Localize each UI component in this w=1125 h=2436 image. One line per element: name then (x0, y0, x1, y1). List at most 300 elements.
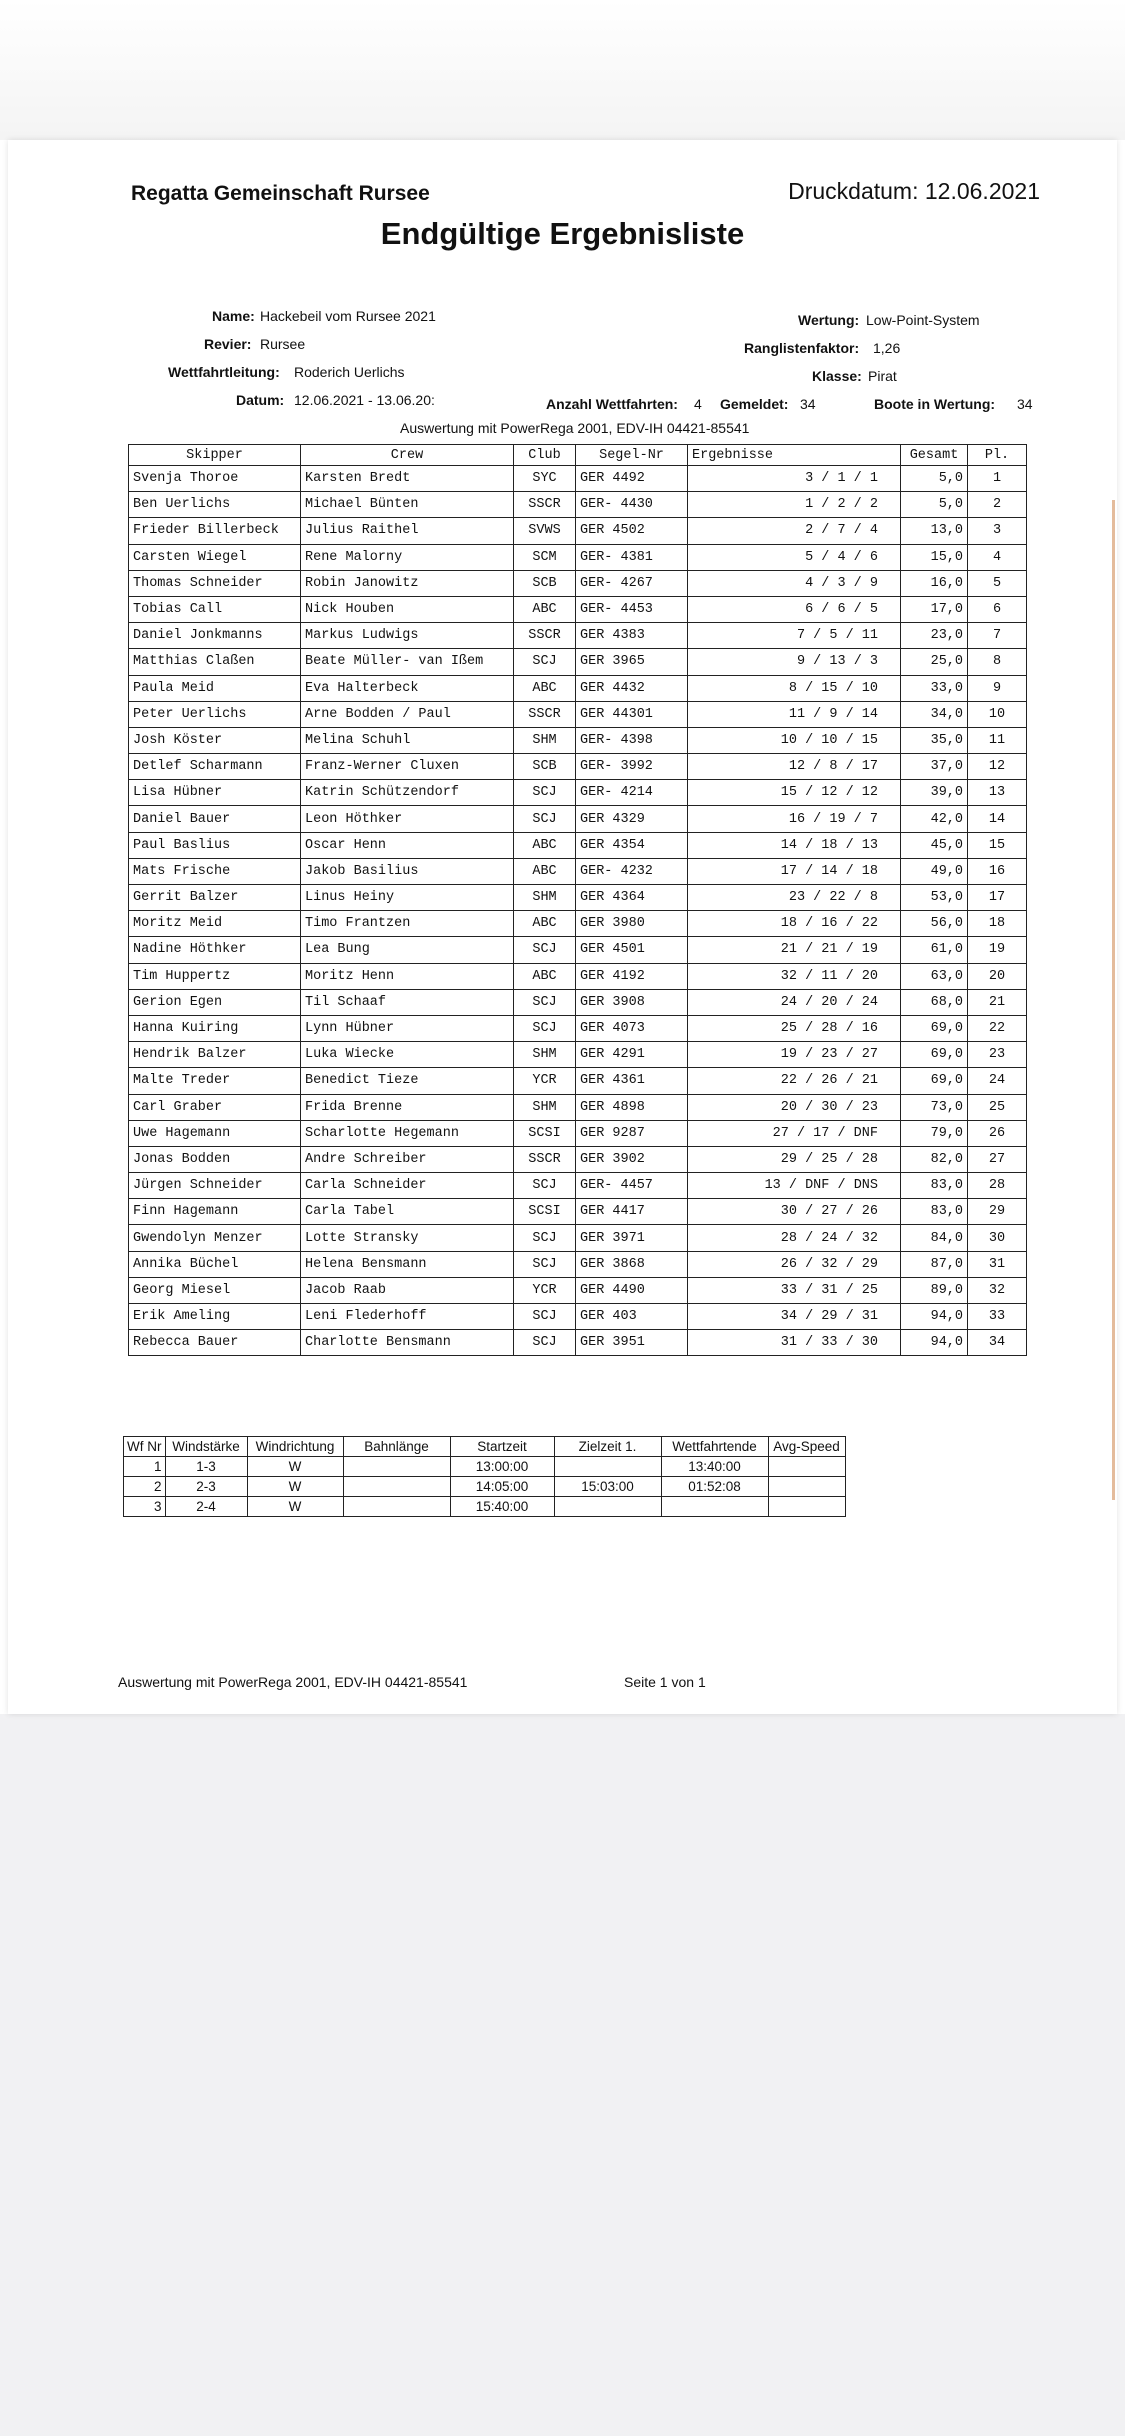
table-row (129, 1304, 1027, 1330)
club-cell: SCJ (514, 1304, 576, 1330)
ergebnisse-cell: 29 / 25 / 28 (688, 1146, 901, 1172)
segel-nr-cell: GER- 4398 (576, 727, 688, 753)
platz-cell: 20 (968, 963, 1027, 989)
ergebnisse-cell: 5 / 4 / 6 (688, 544, 901, 570)
platz-cell: 18 (968, 911, 1027, 937)
table-row (129, 989, 1027, 1015)
col-wf-nr: Wf Nr (124, 1437, 166, 1457)
ergebnisse-cell: 25 / 28 / 16 (688, 1015, 901, 1041)
bahnlaenge-cell (343, 1457, 450, 1477)
platz-cell: 33 (968, 1304, 1027, 1330)
platz-cell: 21 (968, 989, 1027, 1015)
klasse-label: Klasse: (812, 368, 862, 384)
col-crew: Crew (301, 445, 514, 466)
ergebnisse-cell: 18 / 16 / 22 (688, 911, 901, 937)
skipper-cell: Josh Köster (129, 727, 301, 753)
crew-cell: Moritz Henn (301, 963, 514, 989)
club-cell: SCJ (514, 1251, 576, 1277)
ergebnisse-cell: 10 / 10 / 15 (688, 727, 901, 753)
document-page (8, 140, 1117, 1714)
skipper-cell: Malte Treder (129, 1068, 301, 1094)
anzahl-value: 4 (694, 396, 702, 412)
ergebnisse-cell: 27 / 17 / DNF (688, 1120, 901, 1146)
skipper-cell: Matthias Claßen (129, 649, 301, 675)
skipper-cell: Paul Baslius (129, 832, 301, 858)
gemeldet-label: Gemeldet: (720, 396, 789, 412)
windstaerke-cell: 2-3 (165, 1477, 247, 1497)
skipper-cell: Jonas Bodden (129, 1146, 301, 1172)
ergebnisse-cell: 16 / 19 / 7 (688, 806, 901, 832)
segel-nr-cell: GER 3971 (576, 1225, 688, 1251)
table-row (129, 1225, 1027, 1251)
skipper-cell: Thomas Schneider (129, 570, 301, 596)
skipper-cell: Finn Hagemann (129, 1199, 301, 1225)
windrichtung-cell: W (247, 1477, 343, 1497)
gesamt-cell: 33,0 (901, 675, 968, 701)
table-row (129, 1173, 1027, 1199)
revier-label: Revier: (204, 336, 252, 352)
table-row (129, 1277, 1027, 1303)
datum-value: 12.06.2021 - 13.06.20: (294, 392, 435, 408)
platz-cell: 15 (968, 832, 1027, 858)
print-date: Druckdatum: 12.06.2021 (788, 178, 1040, 204)
table-row (129, 701, 1027, 727)
skipper-cell: Erik Ameling (129, 1304, 301, 1330)
gesamt-cell: 53,0 (901, 885, 968, 911)
table-row (124, 1497, 846, 1517)
club-cell: SCJ (514, 1330, 576, 1356)
platz-cell: 23 (968, 1042, 1027, 1068)
segel-nr-cell: GER 4329 (576, 806, 688, 832)
avg-speed-cell (768, 1477, 845, 1497)
gesamt-cell: 61,0 (901, 937, 968, 963)
col-bahnlaenge: Bahnlänge (343, 1437, 450, 1457)
skipper-cell: Nadine Höthker (129, 937, 301, 963)
wf-nr-cell: 2 (124, 1477, 166, 1497)
gesamt-cell: 17,0 (901, 596, 968, 622)
platz-cell: 19 (968, 937, 1027, 963)
table-row (129, 492, 1027, 518)
platz-cell: 2 (968, 492, 1027, 518)
ergebnisse-cell: 7 / 5 / 11 (688, 623, 901, 649)
crew-cell: Rene Malorny (301, 544, 514, 570)
zielzeit-cell (554, 1497, 661, 1517)
segel-nr-cell: GER 4432 (576, 675, 688, 701)
windstaerke-cell: 2-4 (165, 1497, 247, 1517)
platz-cell: 22 (968, 1015, 1027, 1041)
club-cell: ABC (514, 675, 576, 701)
table-row (129, 1251, 1027, 1277)
segel-nr-cell: GER 3951 (576, 1330, 688, 1356)
skipper-cell: Daniel Jonkmanns (129, 623, 301, 649)
crew-cell: Charlotte Bensmann (301, 1330, 514, 1356)
crew-cell: Karsten Bredt (301, 466, 514, 492)
segel-nr-cell: GER- 4453 (576, 596, 688, 622)
skipper-cell: Carsten Wiegel (129, 544, 301, 570)
ergebnisse-cell: 23 / 22 / 8 (688, 885, 901, 911)
name-value: Hackebeil vom Rursee 2021 (260, 308, 436, 324)
crew-cell: Arne Bodden / Paul (301, 701, 514, 727)
gesamt-cell: 23,0 (901, 623, 968, 649)
segel-nr-cell: GER 3980 (576, 911, 688, 937)
col-gesamt: Gesamt (901, 445, 968, 466)
platz-cell: 32 (968, 1277, 1027, 1303)
segel-nr-cell: GER 3868 (576, 1251, 688, 1277)
segel-nr-cell: GER- 4267 (576, 570, 688, 596)
crew-cell: Carla Tabel (301, 1199, 514, 1225)
col-ergebnisse: Ergebnisse (688, 445, 901, 466)
crew-cell: Jakob Basilius (301, 858, 514, 884)
col-platz: Pl. (968, 445, 1027, 466)
table-row (129, 780, 1027, 806)
windrichtung-cell: W (247, 1497, 343, 1517)
club-cell: SCSI (514, 1120, 576, 1146)
gesamt-cell: 37,0 (901, 754, 968, 780)
ergebnisse-cell: 15 / 12 / 12 (688, 780, 901, 806)
crew-cell: Helena Bensmann (301, 1251, 514, 1277)
gesamt-cell: 87,0 (901, 1251, 968, 1277)
gesamt-cell: 16,0 (901, 570, 968, 596)
datum-label: Datum: (236, 392, 285, 408)
table-row (129, 727, 1027, 753)
platz-cell: 13 (968, 780, 1027, 806)
skipper-cell: Lisa Hübner (129, 780, 301, 806)
segel-nr-cell: GER 4490 (576, 1277, 688, 1303)
klasse-value: Pirat (868, 368, 897, 384)
table-row (129, 1199, 1027, 1225)
crew-cell: Frida Brenne (301, 1094, 514, 1120)
segel-nr-cell: GER 4073 (576, 1015, 688, 1041)
segel-nr-cell: GER 4502 (576, 518, 688, 544)
skipper-cell: Hanna Kuiring (129, 1015, 301, 1041)
document-title: Endgültige Ergebnisliste (380, 216, 745, 251)
name-label: Name: (212, 308, 255, 324)
zielzeit-cell (554, 1457, 661, 1477)
club-cell: SCSI (514, 1199, 576, 1225)
ergebnisse-cell: 14 / 18 / 13 (688, 832, 901, 858)
crew-cell: Benedict Tieze (301, 1068, 514, 1094)
crew-cell: Lynn Hübner (301, 1015, 514, 1041)
crew-cell: Franz-Werner Cluxen (301, 754, 514, 780)
skipper-cell: Rebecca Bauer (129, 1330, 301, 1356)
table-row (129, 1330, 1027, 1356)
platz-cell: 12 (968, 754, 1027, 780)
platz-cell: 1 (968, 466, 1027, 492)
ergebnisse-cell: 1 / 2 / 2 (688, 492, 901, 518)
ergebnisse-cell: 33 / 31 / 25 (688, 1277, 901, 1303)
table-row (124, 1477, 846, 1497)
gesamt-cell: 42,0 (901, 806, 968, 832)
results-header-row (129, 445, 1027, 466)
platz-cell: 6 (968, 596, 1027, 622)
segel-nr-cell: GER 403 (576, 1304, 688, 1330)
gesamt-cell: 68,0 (901, 989, 968, 1015)
skipper-cell: Peter Uerlichs (129, 701, 301, 727)
races-table (123, 1436, 846, 1517)
col-zielzeit: Zielzeit 1. (554, 1437, 661, 1457)
background-top (0, 0, 1125, 140)
platz-cell: 17 (968, 885, 1027, 911)
zielzeit-cell: 15:03:00 (554, 1477, 661, 1497)
club-cell: YCR (514, 1068, 576, 1094)
crew-cell: Julius Raithel (301, 518, 514, 544)
results-table (128, 444, 1027, 1356)
table-row (129, 544, 1027, 570)
table-row (129, 518, 1027, 544)
table-row (129, 911, 1027, 937)
crew-cell: Markus Ludwigs (301, 623, 514, 649)
platz-cell: 10 (968, 701, 1027, 727)
crew-cell: Linus Heiny (301, 885, 514, 911)
ergebnisse-cell: 8 / 15 / 10 (688, 675, 901, 701)
skipper-cell: Jürgen Schneider (129, 1173, 301, 1199)
skipper-cell: Hendrik Balzer (129, 1042, 301, 1068)
table-row (129, 1068, 1027, 1094)
club-cell: SCM (514, 544, 576, 570)
club-cell: SCJ (514, 1225, 576, 1251)
gesamt-cell: 56,0 (901, 911, 968, 937)
segel-nr-cell: GER 4364 (576, 885, 688, 911)
skipper-cell: Annika Büchel (129, 1251, 301, 1277)
crew-cell: Scharlotte Hegemann (301, 1120, 514, 1146)
club-cell: ABC (514, 832, 576, 858)
skipper-cell: Svenja Thoroe (129, 466, 301, 492)
crew-cell: Melina Schuhl (301, 727, 514, 753)
col-windrichtung: Windrichtung (247, 1437, 343, 1457)
crew-cell: Leon Höthker (301, 806, 514, 832)
gesamt-cell: 69,0 (901, 1042, 968, 1068)
gesamt-cell: 45,0 (901, 832, 968, 858)
club-cell: ABC (514, 911, 576, 937)
crew-cell: Luka Wiecke (301, 1042, 514, 1068)
table-row (129, 596, 1027, 622)
platz-cell: 25 (968, 1094, 1027, 1120)
gemeldet-value: 34 (800, 396, 816, 412)
segel-nr-cell: GER- 4457 (576, 1173, 688, 1199)
segel-nr-cell: GER- 4430 (576, 492, 688, 518)
skipper-cell: Gwendolyn Menzer (129, 1225, 301, 1251)
crew-cell: Lea Bung (301, 937, 514, 963)
startzeit-cell: 15:40:00 (450, 1497, 554, 1517)
wettfahrtende-cell: 01:52:08 (661, 1477, 768, 1497)
col-club: Club (514, 445, 576, 466)
boote-value: 34 (1017, 396, 1033, 412)
table-row (129, 963, 1027, 989)
skipper-cell: Georg Miesel (129, 1277, 301, 1303)
club-cell: YCR (514, 1277, 576, 1303)
club-cell: SSCR (514, 492, 576, 518)
segel-nr-cell: GER 4417 (576, 1199, 688, 1225)
table-row (129, 806, 1027, 832)
table-row (129, 832, 1027, 858)
platz-cell: 3 (968, 518, 1027, 544)
platz-cell: 4 (968, 544, 1027, 570)
crew-cell: Beate Müller- van Ißem (301, 649, 514, 675)
table-row (129, 937, 1027, 963)
ergebnisse-cell: 24 / 20 / 24 (688, 989, 901, 1015)
segel-nr-cell: GER 3965 (576, 649, 688, 675)
platz-cell: 29 (968, 1199, 1027, 1225)
skipper-cell: Mats Frische (129, 858, 301, 884)
club-cell: SVWS (514, 518, 576, 544)
skipper-cell: Paula Meid (129, 675, 301, 701)
gesamt-cell: 5,0 (901, 466, 968, 492)
skipper-cell: Frieder Billerbeck (129, 518, 301, 544)
table-row (129, 1146, 1027, 1172)
crew-cell: Lotte Stransky (301, 1225, 514, 1251)
segel-nr-cell: GER 4898 (576, 1094, 688, 1120)
skipper-cell: Carl Graber (129, 1094, 301, 1120)
boote-label: Boote in Wertung: (874, 396, 996, 412)
gesamt-cell: 49,0 (901, 858, 968, 884)
table-row (129, 885, 1027, 911)
club-cell: SHM (514, 1042, 576, 1068)
platz-cell: 30 (968, 1225, 1027, 1251)
gesamt-cell: 94,0 (901, 1304, 968, 1330)
platz-cell: 28 (968, 1173, 1027, 1199)
anzahl-label: Anzahl Wettfahrten: (546, 396, 678, 412)
table-row (129, 570, 1027, 596)
footer-page: Seite 1 von 1 (624, 1674, 706, 1690)
club-cell: ABC (514, 963, 576, 989)
platz-cell: 27 (968, 1146, 1027, 1172)
faktor-value: 1,26 (873, 340, 901, 356)
platz-cell: 7 (968, 623, 1027, 649)
club-cell: ABC (514, 858, 576, 884)
startzeit-cell: 14:05:00 (450, 1477, 554, 1497)
skipper-cell: Moritz Meid (129, 911, 301, 937)
col-segel-nr: Segel-Nr (576, 445, 688, 466)
ergebnisse-cell: 19 / 23 / 27 (688, 1042, 901, 1068)
table-row (129, 1042, 1027, 1068)
table-row (129, 1015, 1027, 1041)
table-row (129, 858, 1027, 884)
club-cell: SYC (514, 466, 576, 492)
skipper-cell: Ben Uerlichs (129, 492, 301, 518)
avg-speed-cell (768, 1457, 845, 1477)
skipper-cell: Detlef Scharmann (129, 754, 301, 780)
crew-cell: Carla Schneider (301, 1173, 514, 1199)
gesamt-cell: 63,0 (901, 963, 968, 989)
segel-nr-cell: GER 9287 (576, 1120, 688, 1146)
avg-speed-cell (768, 1497, 845, 1517)
table-row (129, 623, 1027, 649)
table-row (129, 754, 1027, 780)
ergebnisse-cell: 22 / 26 / 21 (688, 1068, 901, 1094)
club-cell: SCJ (514, 649, 576, 675)
club-cell: SCJ (514, 1015, 576, 1041)
crew-cell: Timo Frantzen (301, 911, 514, 937)
gesamt-cell: 82,0 (901, 1146, 968, 1172)
table-row (129, 466, 1027, 492)
table-row (129, 1120, 1027, 1146)
segel-nr-cell: GER- 3992 (576, 754, 688, 780)
crew-cell: Katrin Schützendorf (301, 780, 514, 806)
segel-nr-cell: GER 4492 (576, 466, 688, 492)
platz-cell: 24 (968, 1068, 1027, 1094)
platz-cell: 16 (968, 858, 1027, 884)
gesamt-cell: 89,0 (901, 1277, 968, 1303)
club-cell: SCB (514, 570, 576, 596)
ergebnisse-cell: 20 / 30 / 23 (688, 1094, 901, 1120)
club-cell: SCJ (514, 937, 576, 963)
ergebnisse-cell: 30 / 27 / 26 (688, 1199, 901, 1225)
table-row (129, 649, 1027, 675)
skipper-cell: Daniel Bauer (129, 806, 301, 832)
col-windstaerke: Windstärke (165, 1437, 247, 1457)
gesamt-cell: 35,0 (901, 727, 968, 753)
skipper-cell: Uwe Hagemann (129, 1120, 301, 1146)
ergebnisse-cell: 26 / 32 / 29 (688, 1251, 901, 1277)
gesamt-cell: 79,0 (901, 1120, 968, 1146)
gesamt-cell: 13,0 (901, 518, 968, 544)
ergebnisse-cell: 2 / 7 / 4 (688, 518, 901, 544)
gesamt-cell: 39,0 (901, 780, 968, 806)
crew-cell: Andre Schreiber (301, 1146, 514, 1172)
gesamt-cell: 69,0 (901, 1015, 968, 1041)
crew-cell: Robin Janowitz (301, 570, 514, 596)
footer-software: Auswertung mit PowerRega 2001, EDV-IH 04421-85541 (118, 1674, 468, 1690)
platz-cell: 26 (968, 1120, 1027, 1146)
leitung-value: Roderich Uerlichs (294, 364, 405, 380)
club-cell: ABC (514, 596, 576, 622)
segel-nr-cell: GER- 4381 (576, 544, 688, 570)
crew-cell: Oscar Henn (301, 832, 514, 858)
skipper-cell: Gerrit Balzer (129, 885, 301, 911)
gesamt-cell: 34,0 (901, 701, 968, 727)
ergebnisse-cell: 4 / 3 / 9 (688, 570, 901, 596)
wettfahrtende-cell (661, 1497, 768, 1517)
windrichtung-cell: W (247, 1457, 343, 1477)
crew-cell: Eva Halterbeck (301, 675, 514, 701)
ergebnisse-cell: 9 / 13 / 3 (688, 649, 901, 675)
club-cell: SCJ (514, 780, 576, 806)
segel-nr-cell: GER 4361 (576, 1068, 688, 1094)
ergebnisse-cell: 32 / 11 / 20 (688, 963, 901, 989)
wf-nr-cell: 3 (124, 1497, 166, 1517)
club-cell: SCJ (514, 806, 576, 832)
club-cell: SSCR (514, 623, 576, 649)
table-row (124, 1457, 846, 1477)
platz-cell: 9 (968, 675, 1027, 701)
segel-nr-cell: GER 3902 (576, 1146, 688, 1172)
club-cell: SCB (514, 754, 576, 780)
gesamt-cell: 83,0 (901, 1173, 968, 1199)
startzeit-cell: 13:00:00 (450, 1457, 554, 1477)
ergebnisse-cell: 6 / 6 / 5 (688, 596, 901, 622)
skipper-cell: Gerion Egen (129, 989, 301, 1015)
page-edge-shadow (1112, 500, 1115, 1500)
table-row (129, 675, 1027, 701)
gesamt-cell: 73,0 (901, 1094, 968, 1120)
ergebnisse-cell: 13 / DNF / DNS (688, 1173, 901, 1199)
bahnlaenge-cell (343, 1497, 450, 1517)
club-cell: SHM (514, 1094, 576, 1120)
segel-nr-cell: GER- 4232 (576, 858, 688, 884)
software-note: Auswertung mit PowerRega 2001, EDV-IH 04421-85541 (400, 420, 750, 436)
gesamt-cell: 69,0 (901, 1068, 968, 1094)
club-cell: SHM (514, 885, 576, 911)
col-wettfahrtende: Wettfahrtende (661, 1437, 768, 1457)
ergebnisse-cell: 17 / 14 / 18 (688, 858, 901, 884)
crew-cell: Jacob Raab (301, 1277, 514, 1303)
table-row (129, 1094, 1027, 1120)
platz-cell: 14 (968, 806, 1027, 832)
crew-cell: Til Schaaf (301, 989, 514, 1015)
ergebnisse-cell: 12 / 8 / 17 (688, 754, 901, 780)
platz-cell: 8 (968, 649, 1027, 675)
ergebnisse-cell: 3 / 1 / 1 (688, 466, 901, 492)
